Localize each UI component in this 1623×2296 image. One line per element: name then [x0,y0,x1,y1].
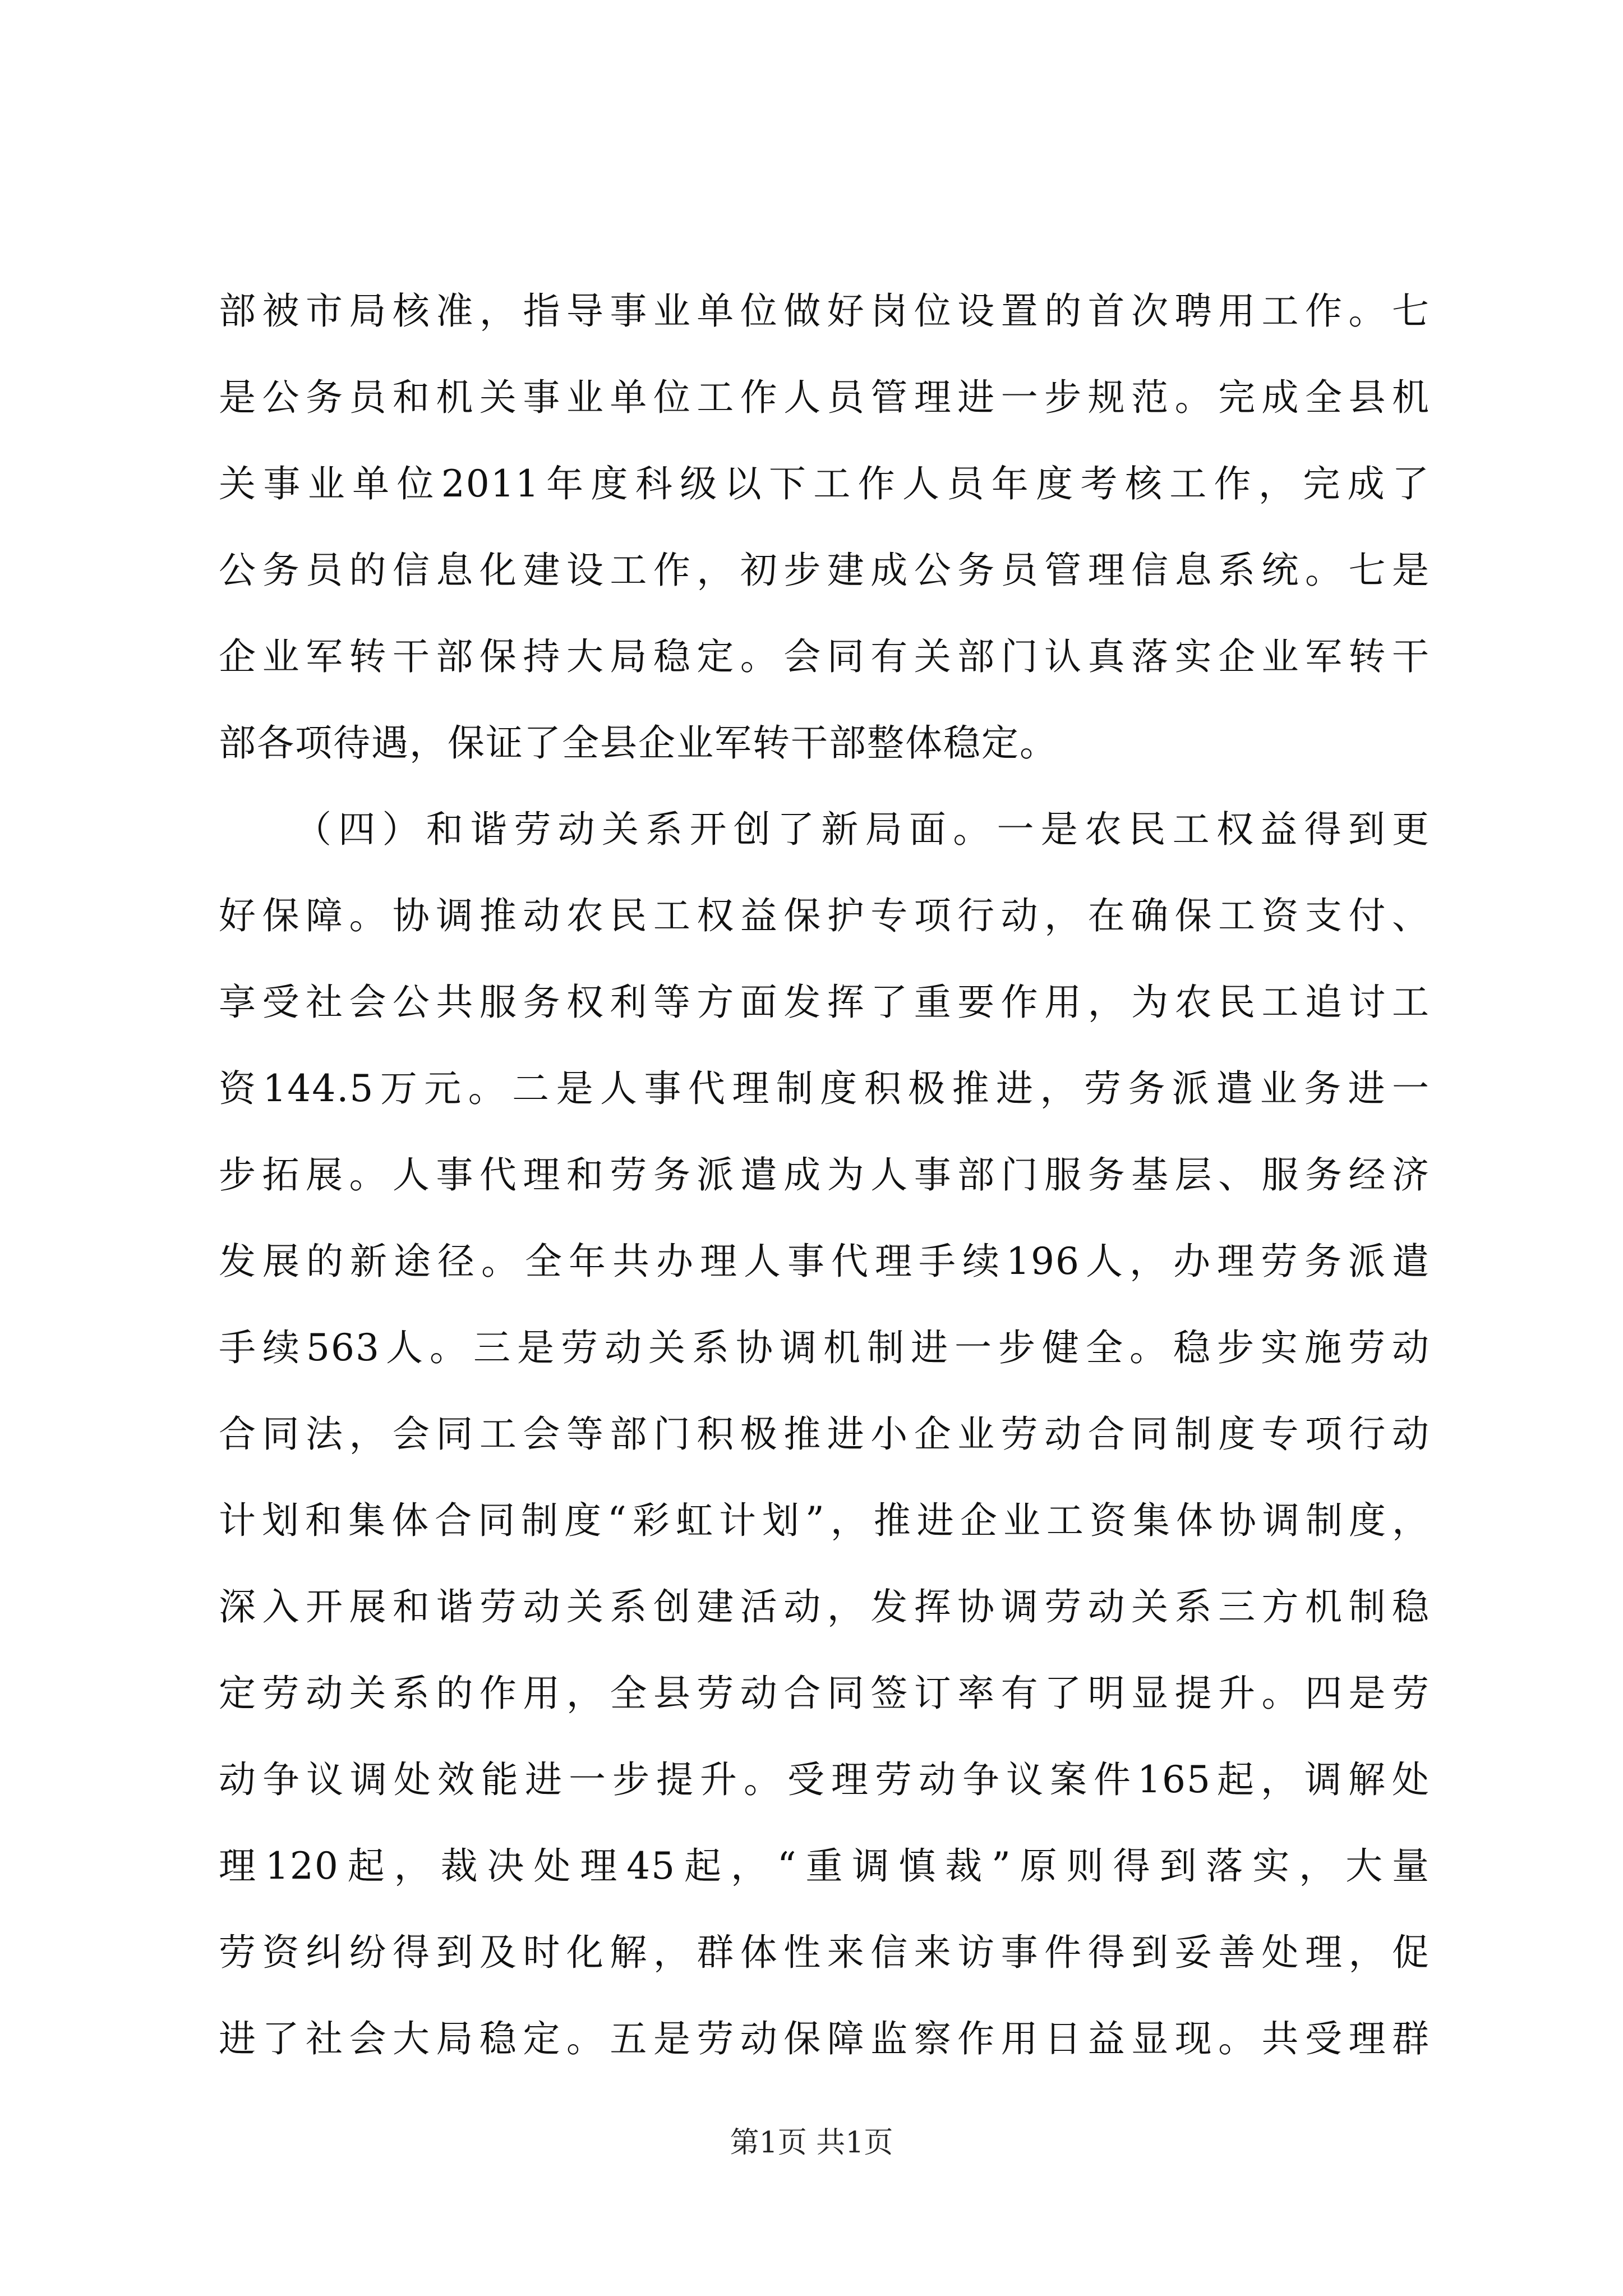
text-line-12: 发展的新途径。全年共办理人事代理手续196人，办理劳务派遣 [219,1240,1430,1283]
text-line-7: （四）和谐劳动关系开创了新局面。一是农民工权益得到更 [294,808,1430,851]
text-line-10: 资144.5万元。二是人事代理制度积极推进，劳务派遣业务进一 [219,1067,1430,1110]
text-line-9: 享受社会公共服务权利等方面发挥了重要作用，为农民工追讨工 [219,981,1430,1024]
text-line-11: 步拓展。人事代理和劳务派遣成为人事部门服务基层、服务经济 [219,1153,1430,1197]
text-line-2: 是公务员和机关事业单位工作人员管理进一步规范。完成全县机 [219,376,1430,419]
text-line-13: 手续563人。三是劳动关系协调机制进一步健全。稳步实施劳动 [219,1326,1430,1369]
text-line-14: 合同法，会同工会等部门积极推进小企业劳动合同制度专项行动 [219,1412,1430,1456]
text-line-16: 深入开展和谐劳动关系创建活动，发挥协调劳动关系三方机制稳 [219,1585,1430,1628]
text-line-6: 部各项待遇，保证了全县企业军转干部整体稳定。 [219,721,1058,765]
page-footer: 第1页 共1页 [730,2126,893,2160]
text-line-21: 进了社会大局稳定。五是劳动保障监察作用日益显现。共受理群 [219,2017,1430,2060]
text-line-4: 公务员的信息化建设工作，初步建成公务员管理信息系统。七是 [219,549,1430,592]
text-line-17: 定劳动关系的作用，全县劳动合同签订率有了明显提升。四是劳 [219,1672,1430,1715]
text-line-18: 动争议调处效能进一步提升。受理劳动争议案件165起，调解处 [219,1758,1430,1801]
text-line-15: 计划和集体合同制度“彩虹计划”，推进企业工资集体协调制度， [219,1499,1430,1542]
text-line-5: 企业军转干部保持大局稳定。会同有关部门认真落实企业军转干 [219,635,1430,678]
text-line-20: 劳资纠纷得到及时化解，群体性来信来访事件得到妥善处理，促 [219,1931,1430,1974]
text-line-19: 理120起，裁决处理45起，“重调慎裁”原则得到落实，大量 [219,1844,1430,1888]
text-line-8: 好保障。协调推动农民工权益保护专项行动，在确保工资支付、 [219,894,1430,937]
text-line-1: 部被市局核准，指导事业单位做好岗位设置的首次聘用工作。七 [219,289,1430,333]
text-line-3: 关事业单位2011年度科级以下工作人员年度考核工作，完成了 [219,462,1430,505]
